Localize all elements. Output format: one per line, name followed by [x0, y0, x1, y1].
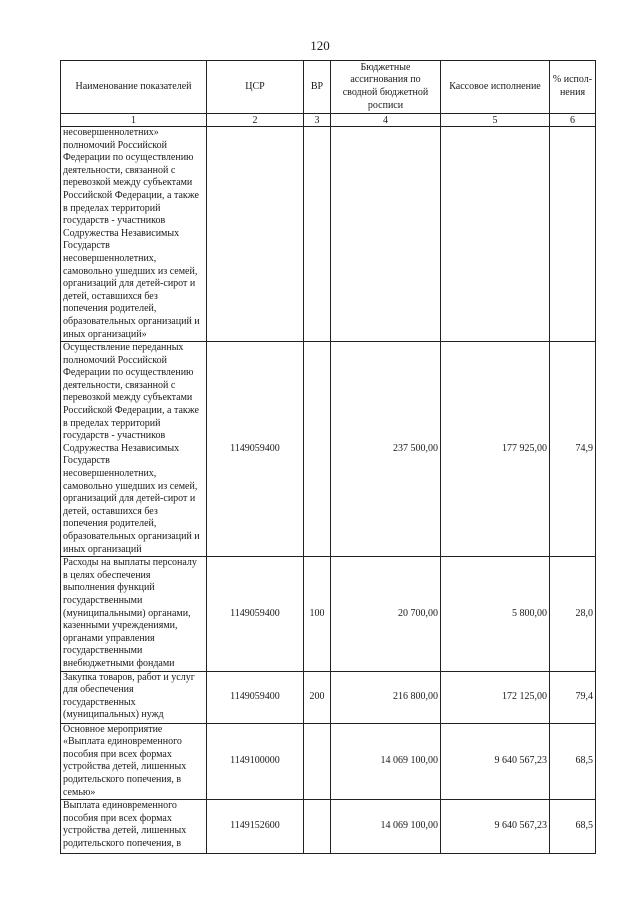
row-name: Осуществление переданных полномочий Российской Федерации по осуществлению деятельности, связанной с перевозкой между субъектами Российской Федерации, а также в пределах территорий государств - участников Содружества Независимых Государств несовершеннолетних, самовольно ушедших из семей, организаций для детей-сирот и детей, оставшихся без попечения родителей, образовательных организаций и иных организаций — [61, 342, 207, 557]
page-number: 120 — [310, 38, 330, 53]
row-csr: 1149152600 — [207, 800, 304, 854]
row-budget: 237 500,00 — [331, 342, 441, 557]
row-executed: 9 640 567,23 — [441, 800, 550, 854]
row-vr: 100 — [304, 557, 331, 671]
column-number: 4 — [331, 114, 441, 127]
table-row — [61, 557, 596, 671]
row-budget: 216 800,00 — [331, 671, 441, 723]
header-csr: ЦСР — [207, 61, 304, 114]
row-csr: 1149059400 — [207, 342, 304, 557]
table-row — [61, 671, 596, 723]
row-budget — [331, 127, 441, 342]
row-budget: 14 069 100,00 — [331, 723, 441, 800]
table-header-row — [61, 61, 596, 114]
header-percent-execution: % испол- нения — [550, 61, 596, 114]
column-number: 1 — [61, 114, 207, 127]
row-budget: 20 700,00 — [331, 557, 441, 671]
row-vr — [304, 800, 331, 854]
row-name: Расходы на выплаты персоналу в целях обеспечения выполнения функций государственными (муниципальными) органами, казенными учреждениями, органами управления государственными внебюджетными фондами — [61, 557, 207, 671]
row-vr: 200 — [304, 671, 331, 723]
row-csr: 1149100000 — [207, 723, 304, 800]
row-name: Основное мероприятие «Выплата единовременного пособия при всех формах устройства детей, лишенных родительского попечения, в семью» — [61, 723, 207, 800]
row-vr — [304, 342, 331, 557]
row-executed: 177 925,00 — [441, 342, 550, 557]
row-name: Выплата единовременного пособия при всех формах устройства детей, лишенных родительского попечения, в — [61, 800, 207, 854]
column-number-row — [61, 114, 596, 127]
row-percent: 28,0 — [550, 557, 596, 671]
header-budget-allocations: Бюджетные ассигнования по сводной бюджетной росписи — [331, 61, 441, 114]
row-executed: 9 640 567,23 — [441, 723, 550, 800]
header-indicator-name: Наименование показателей — [61, 61, 207, 114]
row-executed — [441, 127, 550, 342]
row-name: Закупка товаров, работ и услуг для обеспечения государственных (муниципальных) нужд — [61, 671, 207, 723]
row-csr: 1149059400 — [207, 671, 304, 723]
row-executed: 172 125,00 — [441, 671, 550, 723]
column-number: 6 — [550, 114, 596, 127]
row-name: несовершеннолетних» полномочий Российской Федерации по осуществлению деятельности, связанной с перевозкой между субъектами Российской Федерации, а также в пределах территорий государств - участников Содружества Независимых Государств несовершеннолетних, самовольно ушедших из семей, организаций для детей-сирот и детей, оставшихся без попечения родителей, образовательных организаций и иных организаций» — [61, 127, 207, 342]
row-percent: 68,5 — [550, 800, 596, 854]
row-csr — [207, 127, 304, 342]
table-row — [61, 342, 596, 557]
table-row — [61, 723, 596, 800]
header-vr: ВР — [304, 61, 331, 114]
column-number: 5 — [441, 114, 550, 127]
row-percent: 79,4 — [550, 671, 596, 723]
row-csr: 1149059400 — [207, 557, 304, 671]
row-vr — [304, 127, 331, 342]
column-number: 3 — [304, 114, 331, 127]
table-row — [61, 127, 596, 342]
row-percent: 74,9 — [550, 342, 596, 557]
column-number: 2 — [207, 114, 304, 127]
row-executed: 5 800,00 — [441, 557, 550, 671]
budget-execution-table — [60, 60, 596, 854]
header-cash-execution: Кассовое исполнение — [441, 61, 550, 114]
row-budget: 14 069 100,00 — [331, 800, 441, 854]
row-percent: 68,5 — [550, 723, 596, 800]
table-row — [61, 800, 596, 854]
row-vr — [304, 723, 331, 800]
row-percent — [550, 127, 596, 342]
